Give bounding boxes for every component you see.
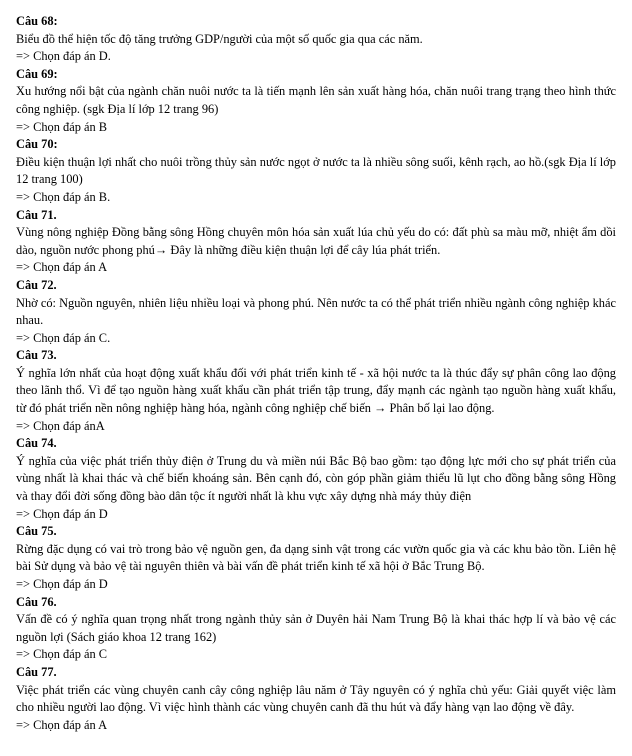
question-block [16,66,616,136]
question-explanation: Nhờ có: Nguồn nguyên, nhiên liệu nhiều loại và phong phú. Nên nước ta có thể phát triển nhiều ngành công nghiệp khác nhau. [16,295,616,328]
question-answer: => Chọn đáp án B. [16,189,111,204]
question-title: Câu 69: [16,66,58,81]
question-block [16,347,616,435]
question-block [16,664,616,734]
question-explanation: Xu hướng nổi bật của ngành chăn nuôi nước ta là tiến mạnh lên sản xuất hàng hóa, chăn nuôi trang trạng theo hình thức công nghiệp. (sgk Địa lí lớp 12 trang 96) [16,84,616,116]
question-answer: => Chọn đáp án A [16,717,108,732]
question-explanation: Biểu đồ thể hiện tốc độ tăng trưởng GDP/người của một số quốc gia qua các năm. [16,31,423,46]
question-block [16,207,616,277]
question-explanation: Việc phát triển các vùng chuyên canh cây công nghiệp lâu năm ở Tây nguyên có ý nghĩa chủ yếu: Giải quyết việc làm cho nhiều người lao động. Vì việc hình thành các vùng chuyên canh đã thu hút và đẩy hàng vạn lao động về đây. [16,682,616,715]
question-explanation: Điều kiện thuận lợi nhất cho nuôi trồng thủy sản nước ngọt ở nước ta là nhiều sông suối, kênh rạch, ao hồ.(sgk Địa lí lớp 12 trang 100) [16,154,616,187]
question-title: Câu 74. [16,436,57,451]
question-title: Câu 77. [16,664,57,679]
question-explanation: Vùng nông nghiệp Đồng bằng sông Hồng chuyên môn hóa sản xuất lúa chủ yếu do có: đất phù sa màu mỡ, nhiệt ẩm dồi dào, nguồn nước phong phú→ Đây là những điều kiện thuận lợi để cây lúa phát triển. [16,225,616,257]
question-answer: => Chọn đáp án A [16,260,108,275]
question-title: Câu 68: [16,14,58,28]
question-block [16,435,616,523]
question-answer: => Chọn đáp ánA [16,418,105,433]
question-title: Câu 75. [16,524,57,539]
question-title: Câu 70: [16,137,58,152]
question-explanation: Rừng đặc dụng có vai trò trong bảo vệ nguồn gen, đa dạng sinh vật trong các vườn quốc gia và các khu bảo tồn. Liên hệ bài Sử dụng và bảo vệ tài nguyên thiên và bài vấn đề phát triển kinh tế xã hội ở Bắc Trung Bộ. [16,541,616,574]
question-block [16,277,616,347]
question-block [16,594,616,664]
question-title: Câu 76. [16,594,57,609]
question-answer: => Chọn đáp án D [16,506,108,521]
document-body [16,13,616,734]
question-answer: => Chọn đáp án D. [16,49,111,64]
question-answer: => Chọn đáp án B [16,119,108,134]
question-answer: => Chọn đáp án C [16,647,108,662]
question-block [16,136,616,206]
question-explanation: Ý nghĩa của việc phát triển thủy điện ở Trung du và miền núi Bắc Bộ bao gồm: tạo động lực mới cho sự phát triển của vùng nhất là khai thác và chế biến khoáng sản. Bên cạnh đó, còn góp phần giảm thiểu lũ lụt cho đồng bằng sông Hồng và thay đổi đời sống đồng bào dân tộc ít người nhất là khu vực xây dựng nhà máy thủy điện [16,453,616,504]
question-explanation: Ý nghĩa lớn nhất của hoạt động xuất khẩu đối với phát triển kinh tế - xã hội nước ta là thúc đẩy sự phân công lao động theo lãnh thổ. Vì để tạo nguồn hàng xuất khẩu cần phát triển tập trung, đẩy mạnh các ngành tạo nguồn hàng xuất khẩu, từ đó phát triển nền nông nghiệp hàng hóa, ngành công nghiệp chế biến → Phân bố lại lao động. [16,365,616,416]
question-title: Câu 72. [16,277,57,292]
question-title: Câu 73. [16,348,57,363]
question-answer: => Chọn đáp án D [16,577,108,591]
question-title: Câu 71. [16,207,57,222]
question-block [16,523,616,593]
question-explanation: Vấn đề có ý nghĩa quan trọng nhất trong ngành thủy sản ở Duyên hải Nam Trung Bộ là khai thác hợp lí và bảo vệ các nguồn lợi (Sách giáo khoa 12 trang 162) [16,612,616,644]
question-block [16,13,616,66]
question-answer: => Chọn đáp án C. [16,330,111,345]
